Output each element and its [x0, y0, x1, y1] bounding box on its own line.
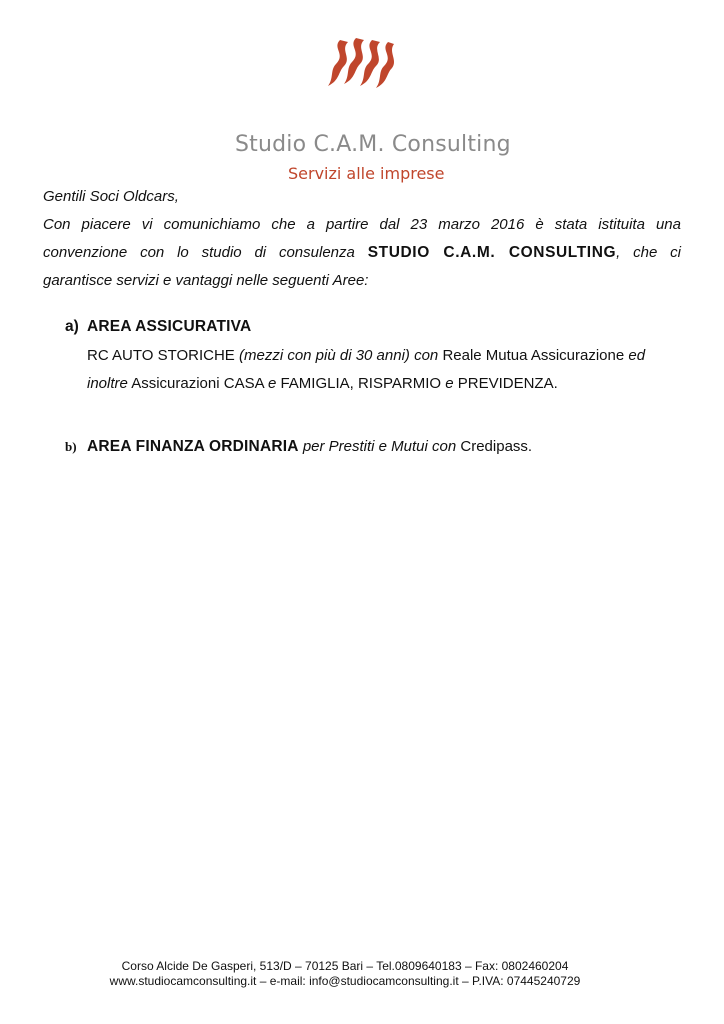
letterhead — [0, 36, 724, 183]
section-a-title: AREA ASSICURATIVA — [87, 318, 252, 335]
section-area-finanza — [65, 433, 685, 461]
letter-line-2-tail: , che ci — [616, 244, 682, 261]
section-a-heading — [65, 318, 685, 336]
section-a-text-6: e — [267, 375, 277, 392]
section-b-text-2: Credipass. — [460, 438, 533, 455]
section-a-text-9: PREVIDENZA. — [457, 375, 558, 392]
footer-contacts: www.studiocamconsulting.it – e-mail: info@studiocamconsulting.it – P.IVA: 07445240729 — [109, 974, 581, 988]
section-b-title: AREA FINANZA ORDINARIA — [87, 438, 299, 455]
greeting: Gentili Soci Oldcars, — [43, 188, 179, 205]
section-b-marker: b) — [65, 439, 77, 454]
logo-flames — [328, 38, 394, 88]
section-a-text-4: ed inoltre — [87, 347, 646, 392]
letter-body — [43, 183, 681, 295]
company-name: Studio C.A.M. Consulting — [235, 132, 511, 157]
letter-line-2-text: convenzione con lo studio di consulenza — [43, 244, 355, 261]
logo-icon — [326, 36, 396, 94]
section-a-text-3: Reale Mutua Assicurazione — [442, 347, 625, 364]
section-a-text-8: e — [445, 375, 454, 392]
company-tagline: Servizi alle imprese — [288, 164, 445, 183]
section-a-text-5: Assicurazioni CASA — [131, 375, 264, 392]
section-b-text-1: per Prestiti e Mutui con — [302, 438, 457, 455]
section-a-body — [87, 342, 681, 398]
letter-line-3: garantisce servizi e vantaggi nelle seguenti Aree: — [43, 272, 369, 289]
section-a-text-7: FAMIGLIA, RISPARMIO — [280, 375, 442, 392]
footer — [0, 959, 690, 989]
section-a-marker: a) — [65, 318, 79, 335]
section-a-text-1: RC AUTO STORICHE — [87, 347, 235, 364]
footer-address: Corso Alcide De Gasperi, 513/D – 70125 Bari – Tel.0809640183 – Fax: 0802460204 — [121, 959, 569, 973]
brand-name: STUDIO C.A.M. CONSULTING — [367, 244, 617, 261]
section-a-text-2: (mezzi con più di 30 anni) con — [238, 347, 439, 364]
letter-line-1: Con piacere vi comunichiamo che a partire dal 23 marzo 2016 è stata istituita una — [43, 216, 681, 233]
section-area-assicurativa — [65, 318, 685, 398]
letter-line-2 — [43, 239, 681, 267]
